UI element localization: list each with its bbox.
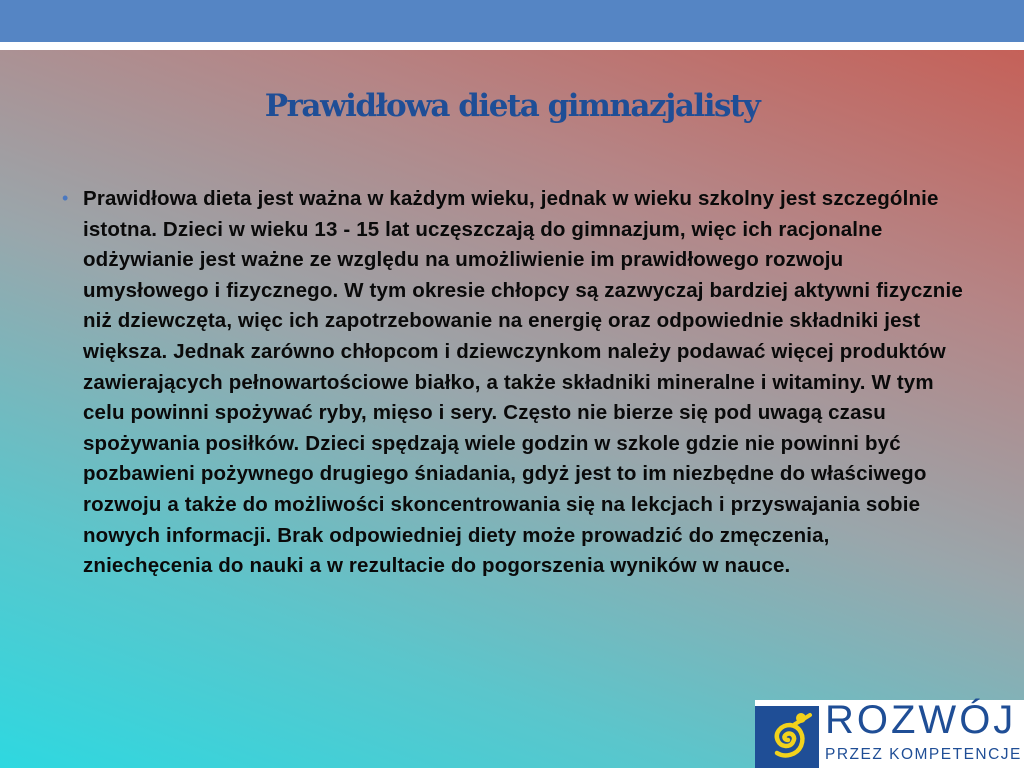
top-divider-line [0, 42, 1024, 50]
spiral-figure-icon [755, 706, 819, 768]
top-accent-bar [0, 0, 1024, 42]
bullet-text: Prawidłowa dieta jest ważna w każdym wieku, jednak w wieku szkolny jest szczególnie istotna. Dzieci w wieku 13 - 15 lat uczęszczają do gimnazjum, więc ich racjonalne odżywianie jest ważne ze względu na umożliwienie im prawidłowego rozwoju umysłowego i fizycznego. W tym okresie chłopcy są zazwyczaj bardziej aktywni fizycznie niż dziewczęta, więc ich zapotrzebowanie na energię oraz odpowiednie składniki jest większa. Jednak zarówno chłopcom i dziewczynkom należy podawać więcej produktów zawierających pełnowartościowe białko, a także składniki mineralne i witaminy. W tym celu powinni spożywać ryby, mięso i sery. Często nie bierze się pod uwagą czasu spożywania posiłków. Dzieci spędzają wiele godzin w szkole gdzie nie powinni być pozbawieni pożywnego drugiego śniadania, gdyż jest to im niezbędne do właściwego rozwoju a także do możliwości skoncentrowania się na lekcjach i przyswajania sobie nowych informacji. Brak odpowiedniej diety może prowadzić do zmęczenia, zniechęcenia do nauki a w rezultacie do pogorszenia wyników w nauce. [83, 187, 963, 578]
slide-title: Prawidłowa dieta gimnazjalisty [264, 88, 760, 124]
logo [755, 700, 1024, 768]
logo-subtitle: PRZEZ KOMPETENCJE [825, 746, 1022, 763]
bullet-marker: • [62, 188, 69, 208]
bullet-list [62, 184, 962, 582]
logo-wordmark: ROZWÓJ [825, 698, 1017, 742]
